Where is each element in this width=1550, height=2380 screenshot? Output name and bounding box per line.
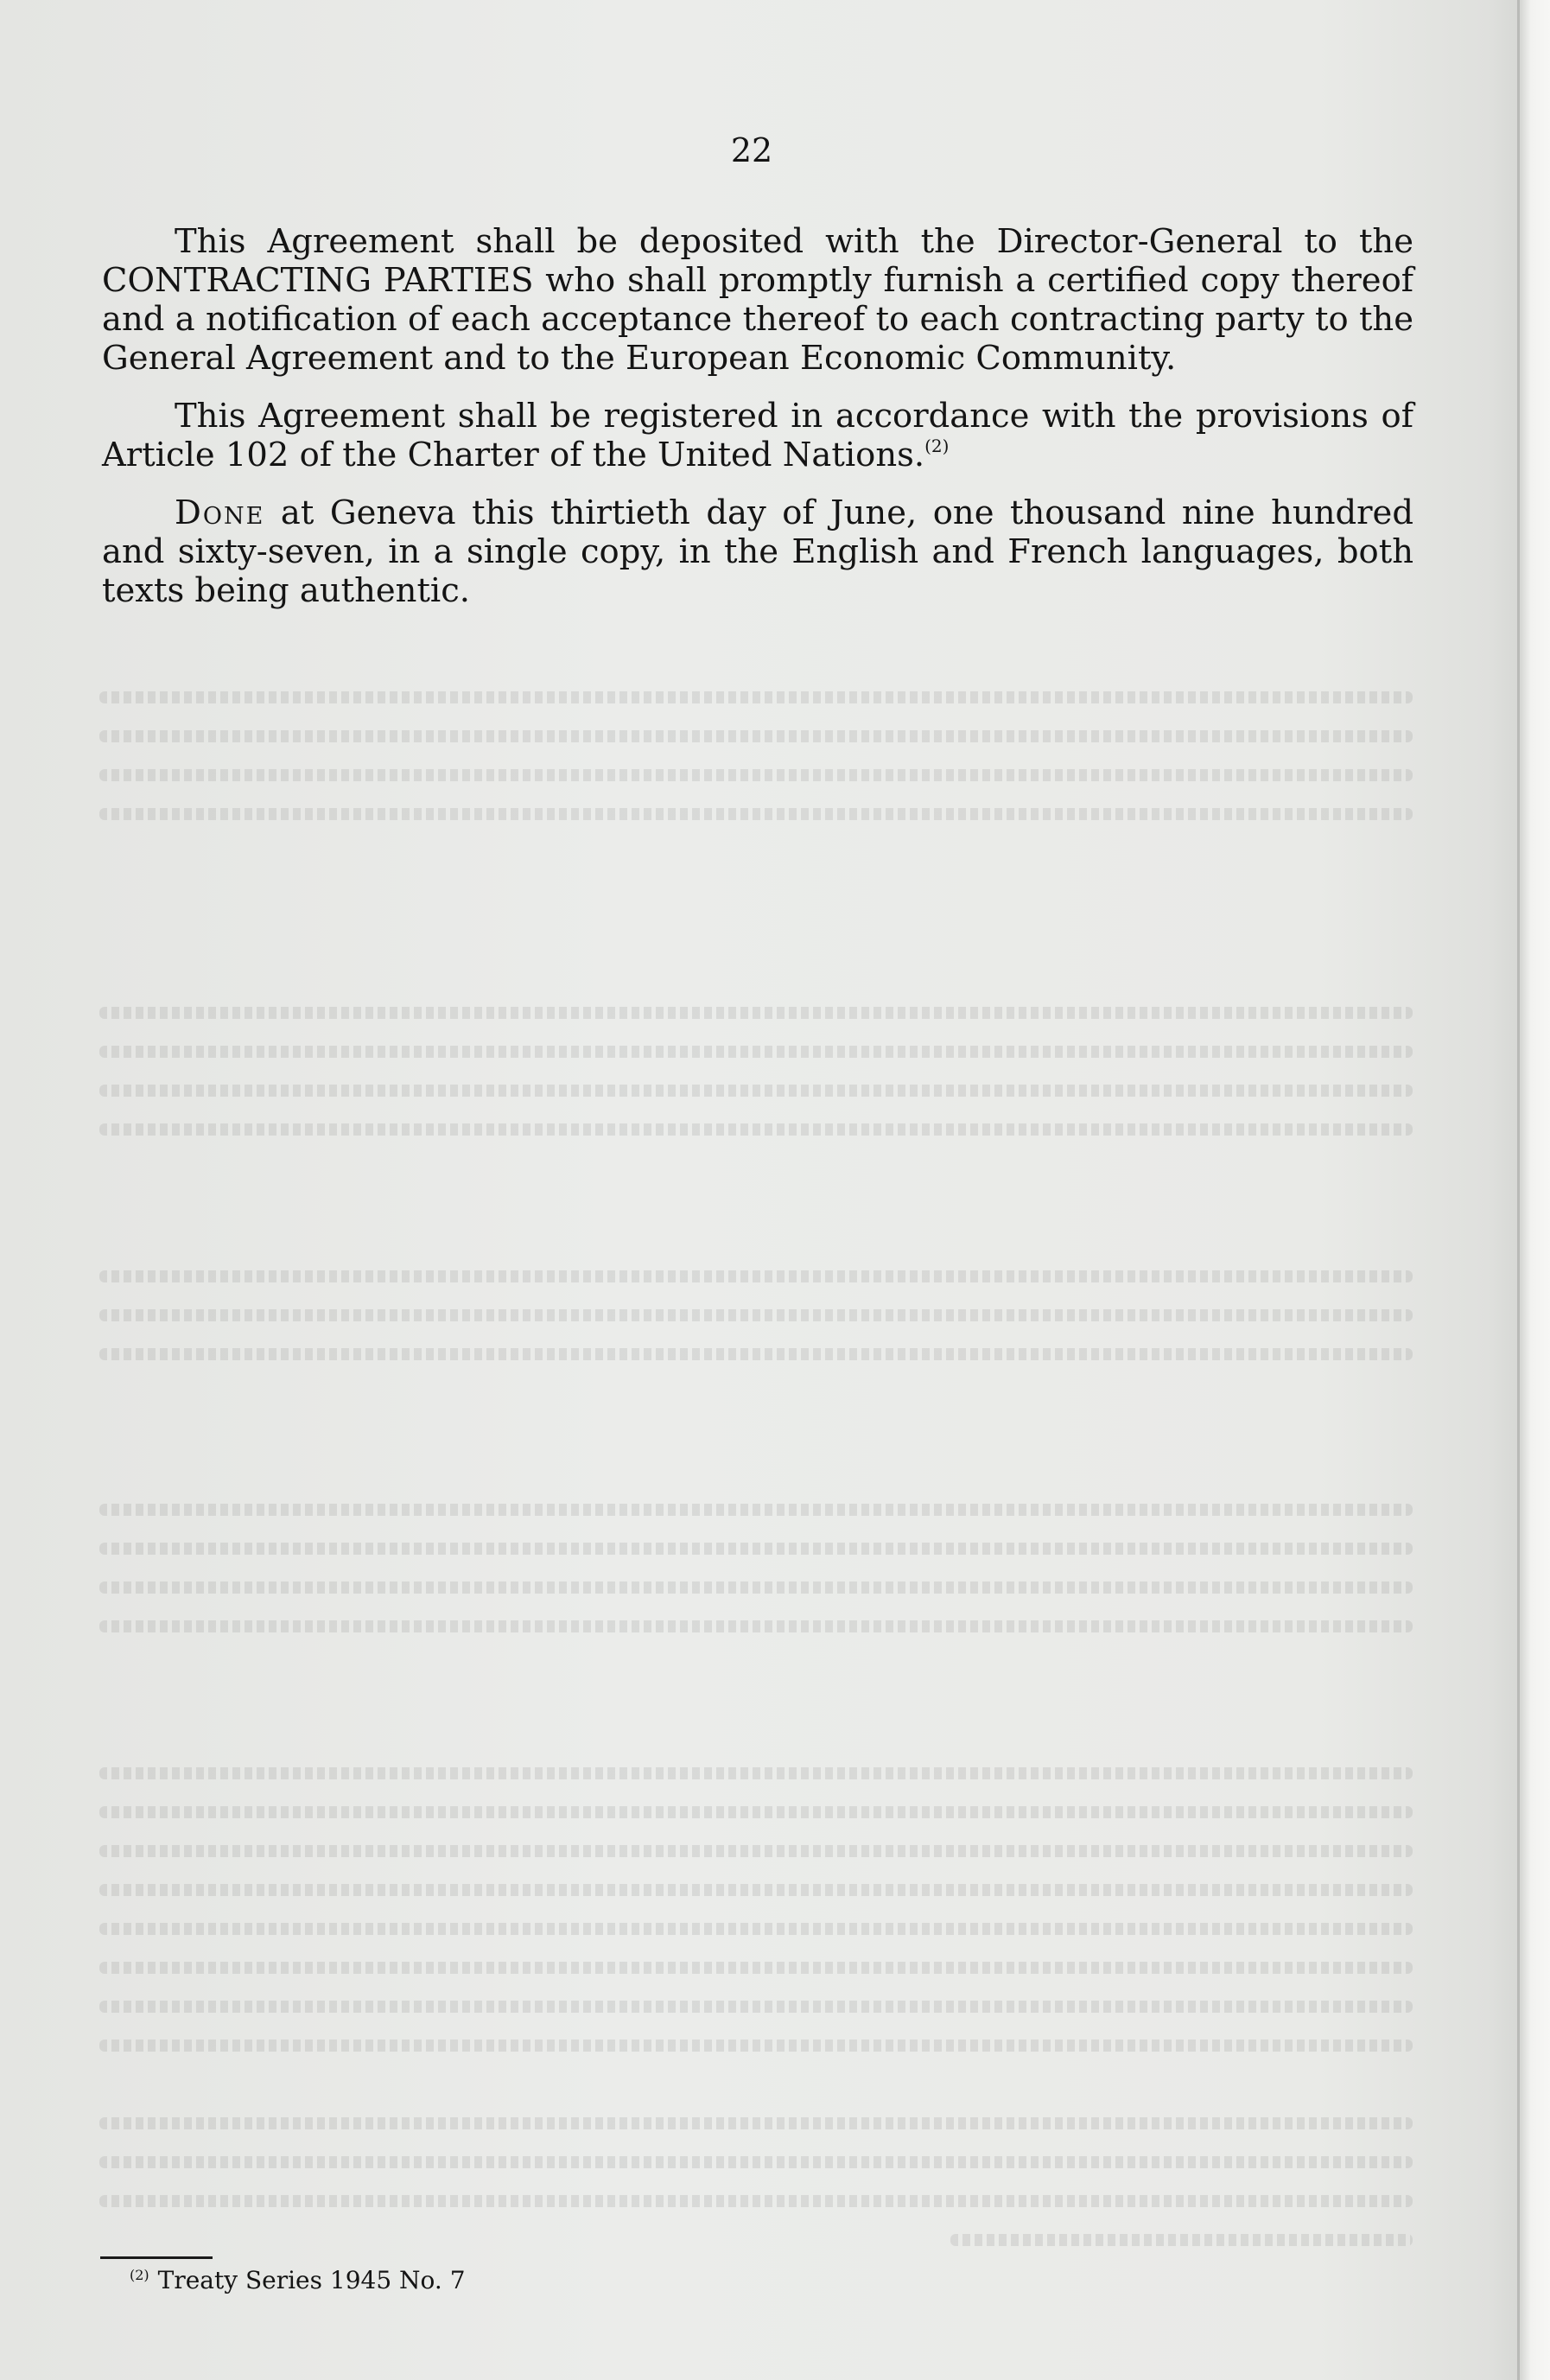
show-through-line [99, 1923, 1413, 1935]
show-through-line [99, 1845, 1413, 1857]
show-through-line [99, 1123, 1413, 1136]
show-through-line [99, 2156, 1413, 2168]
footnote-reference: (2) [924, 436, 950, 456]
show-through-line [99, 1620, 1413, 1632]
show-through-line [99, 1046, 1413, 1058]
show-through-line [99, 769, 1413, 781]
registration-text: This Agreement shall be registered in accordance with the provisions of Article 102 of the Charter of the United Nations. [102, 397, 1413, 474]
footnote-text: Treaty Series 1945 No. 7 [157, 2266, 466, 2294]
show-through-line [950, 2234, 1413, 2246]
show-through-line [99, 1581, 1413, 1594]
show-through-line [99, 691, 1413, 703]
show-through-line [99, 1806, 1413, 1818]
done-word: Done [175, 493, 265, 532]
registration-paragraph [102, 397, 1413, 474]
show-through-line [99, 1309, 1413, 1321]
footnote [130, 2266, 466, 2295]
show-through-line [99, 1270, 1413, 1282]
show-through-line [99, 1543, 1413, 1555]
show-through-line [99, 1504, 1413, 1516]
show-through-line [99, 2195, 1413, 2207]
show-through-line [99, 808, 1413, 820]
footnote-rule [100, 2256, 213, 2259]
show-through-line [99, 1884, 1413, 1896]
show-through-line [99, 2001, 1413, 2013]
page-number: 22 [730, 131, 773, 169]
footnote-marker: (2) [130, 2267, 149, 2283]
done-paragraph [102, 493, 1413, 610]
show-through-line [99, 1767, 1413, 1779]
binding-edge [1521, 0, 1550, 2380]
page-edge-line [1517, 0, 1520, 2380]
body-text [102, 222, 1413, 629]
deposit-paragraph: This Agreement shall be deposited with the Director-General to the CONTRACTING PARTIES who shall promptly furnish a certified copy thereof and a notification of each acceptance thereof to each contracting party to the General Agreement and to the European Economic Community. [102, 222, 1413, 378]
show-through-line [99, 2117, 1413, 2129]
show-through-line [99, 1085, 1413, 1097]
show-through-line [99, 730, 1413, 742]
show-through-line [99, 1348, 1413, 1360]
show-through-line [99, 1962, 1413, 1974]
show-through-line [99, 2040, 1413, 2052]
done-text: at Geneva this thirtieth day of June, one thousand nine hundred and sixty-seven, in a single copy, in the English and French languages, both texts being authentic. [102, 493, 1413, 610]
show-through-line [99, 1007, 1413, 1019]
